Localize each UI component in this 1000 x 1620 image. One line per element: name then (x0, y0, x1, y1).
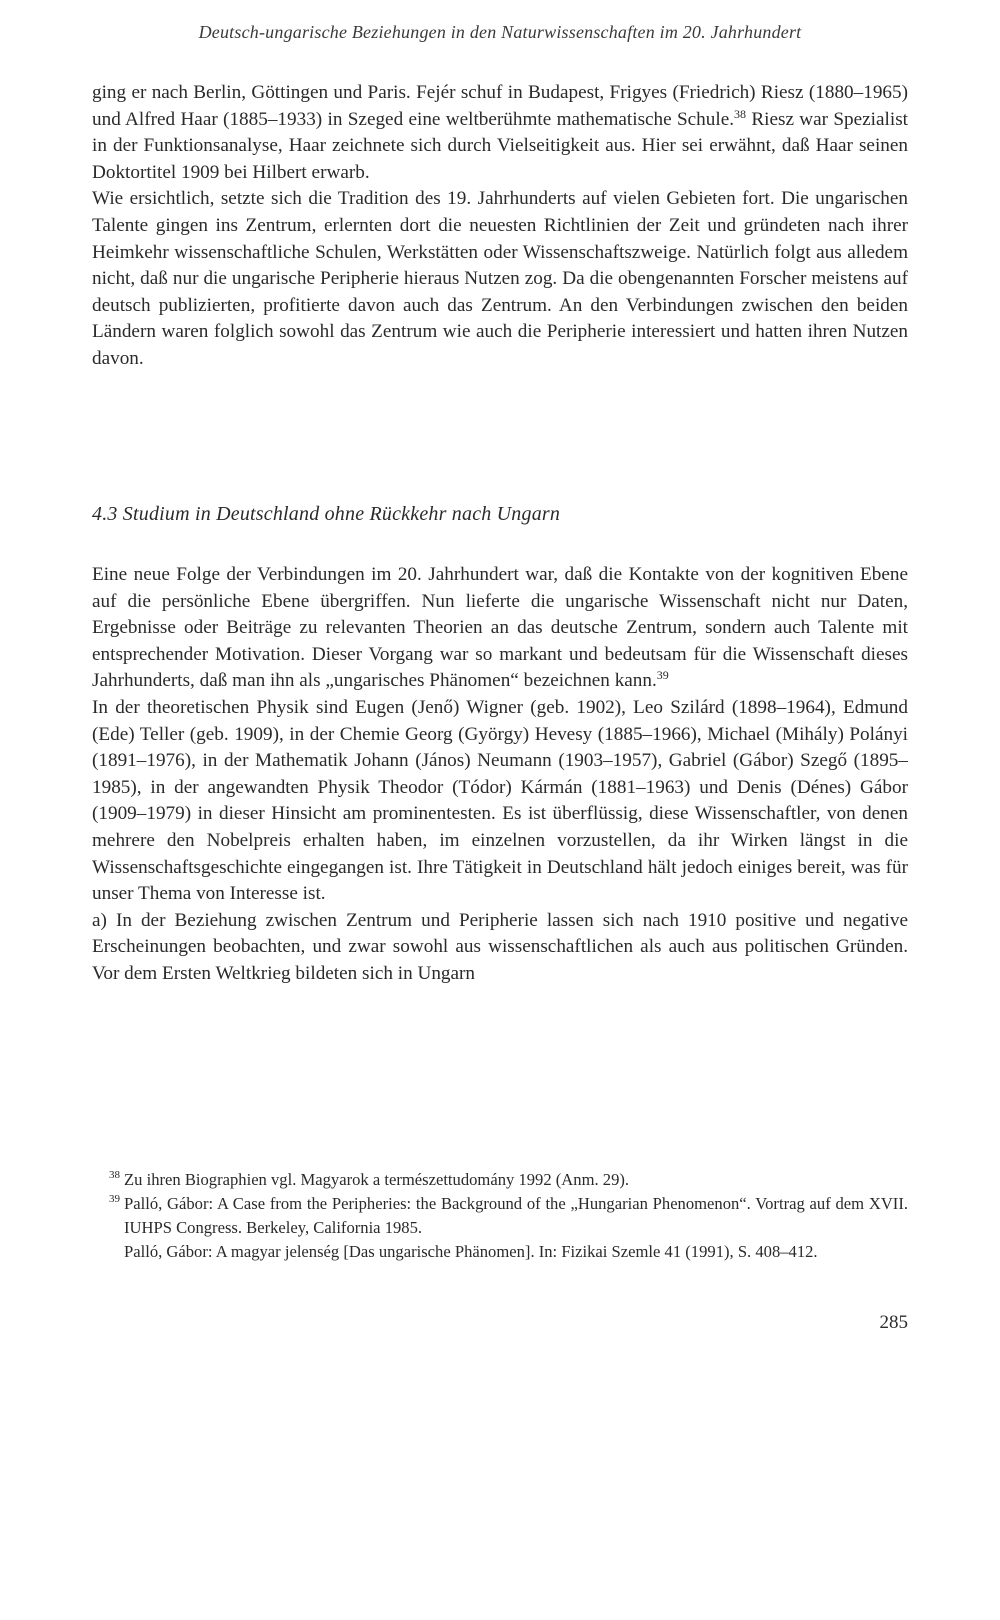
footnote-number: 39 (109, 1193, 120, 1205)
paragraph (92, 80, 908, 186)
body-text-top (92, 80, 908, 373)
footnotes (92, 1168, 908, 1264)
running-head: Deutsch-ungarische Beziehungen in den Naturwissenschaften im 20. Jahrhundert (198, 22, 802, 42)
paragraph: In der theoretischen Physik sind Eugen (Jenő) Wigner (geb. 1902), Leo Szilárd (1898–1964), Edmund (Ede) Teller (geb. 1909), in der Chemie Georg (György) Hevesy (1885–1966), Michael (Mihály) Polányi (1891–1976), in der Mathematik Johann (János) Neumann (1903–1957), Gabriel (Gábor) Szegő (1895–1985), in der angewandten Physik Theodor (Tódor) Kármán (1881–1963) und Denis (Dénes) Gábor (1909–1979) in dieser Hinsicht am prominentesten. Es ist überflüssig, diese Wissenschaftler, von denen mehrere den Nobelpreis erhalten haben, im einzelnen vorzustellen, da ihr Wirken längst in die Wissenschaftsgeschichte eingegangen ist. Ihre Tätigkeit in Deutschland hält jedoch einiges bereit, was für unser Thema von Interesse ist. (92, 696, 908, 905)
footnote-number: 38 (109, 1169, 120, 1181)
paragraph-text: Eine neue Folge der Verbindungen im 20. Jahrhundert war, daß die Kontakte von der kognitiven Ebene auf die persönliche Ebene übergriffen. Nun lieferte die ungarische Wissenschaft nicht nur Daten, Ergebnisse oder Beiträge zu relevanten Theorien an das deutsche Zentrum, sondern auch Talente mit entsprechender Motivation. Dieser Vorgang war so markant und bedeutsam für die Wissenschaft dieses Jahrhunderts, daß man ihn als „ungarisches Phänomen“ bezeichnen kann. (92, 564, 908, 692)
footnote (92, 1168, 908, 1192)
footnote-text: Palló, Gábor: A Case from the Peripheries: the Background of the „Hungarian Phenomenon“. Vortrag auf dem XVII. IUHPS Congress. Berkeley, California 1985. (124, 1194, 908, 1237)
body-text-lower (92, 562, 908, 988)
footnote (92, 1192, 908, 1264)
paragraph: Wie ersichtlich, setzte sich die Tradition des 19. Jahrhunderts auf vielen Gebieten fort. Die ungarischen Talente gingen ins Zentrum, erlernten dort die neuesten Richtlinien der Zeit und gründeten nach ihrer Heimkehr wissenschaftliche Schulen, Werkstätten oder Wissenschaftszweige. Natürlich folgt aus alledem nicht, daß nur die ungarische Peripherie hieraus Nutzen zog. Da die obengenannten Forscher meistens auf deutsch publizierten, profitierte davon auch das Zentrum. An den Verbindungen zwischen den beiden Ländern waren folglich sowohl das Zentrum wie auch die Peripherie interessiert und hatten ihren Nutzen davon. (92, 188, 908, 369)
footnote-text: Palló, Gábor: A magyar jelenség [Das ungarische Phänomen]. In: Fizikai Szemle 41 (1991), S. 408–412. (124, 1242, 818, 1261)
section-heading: 4.3 Studium in Deutschland ohne Rückkehr nach Ungarn (92, 503, 561, 525)
paragraph-text: Riesz war Spezialist in der Funktionsanalyse, Haar zeichnete sich durch Vielseitigkeit aus. Hier sei erwähnt, daß Haar seinen Doktortitel 1909 bei Hilbert erwarb. (92, 108, 908, 183)
footnote-text: Zu ihren Biographien vgl. Magyarok a természettudomány 1992 (Anm. 29). (124, 1170, 630, 1189)
paragraph (92, 562, 908, 695)
page-number: 285 (879, 1312, 908, 1333)
paragraph-text: ging er nach Berlin, Göttingen und Paris. Fejér schuf in Budapest, Frigyes (Friedrich) Riesz (1880–1965) und Alfred Haar (1885–1933) in Szeged eine weltberühmte mathematische Schule. (92, 82, 908, 130)
footnote-reference: 39 (656, 668, 669, 683)
footnote-reference: 38 (734, 106, 747, 121)
paragraph: a) In der Beziehung zwischen Zentrum und Peripherie lassen sich nach 1910 positive und negative Erscheinungen beobachten, und zwar sowohl aus wissenschaftlichen als auch aus politischen Gründen. Vor dem Ersten Weltkrieg bildeten sich in Ungarn (92, 909, 908, 984)
